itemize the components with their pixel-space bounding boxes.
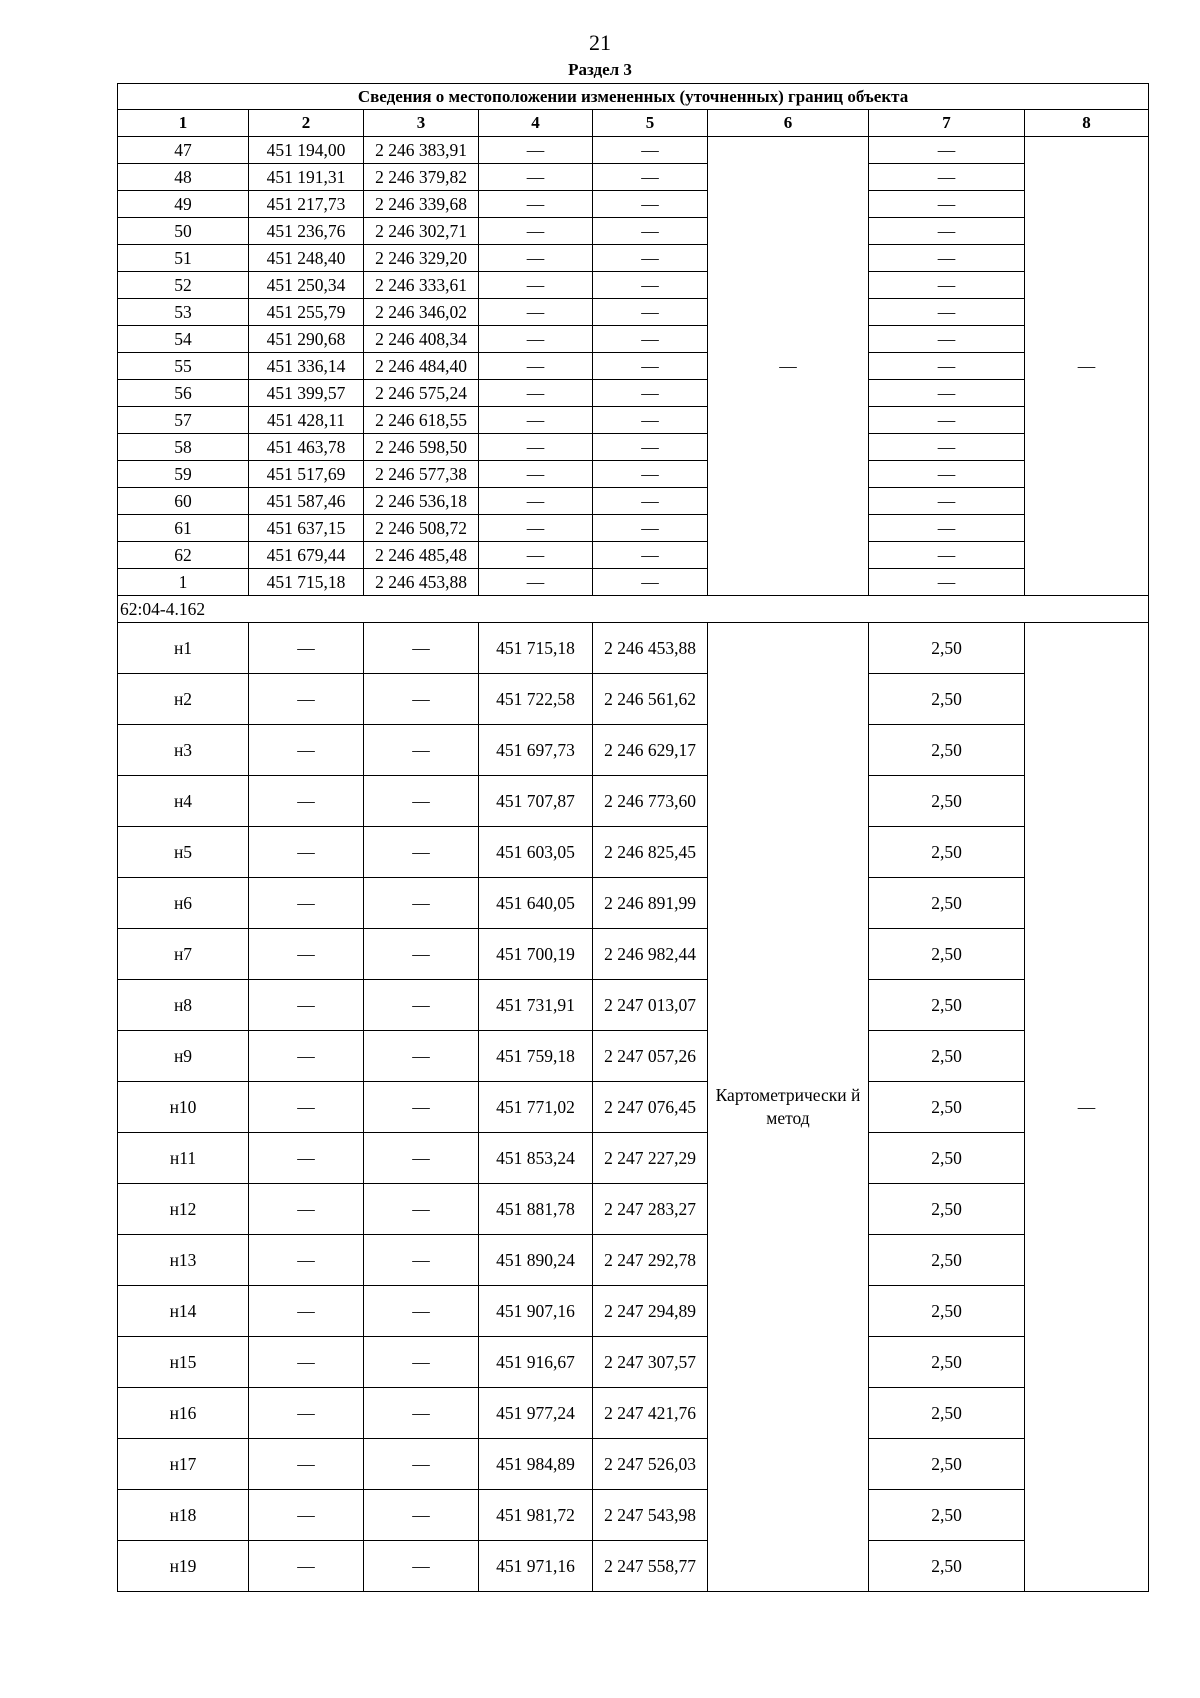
cadastral-block-row — [118, 596, 1149, 623]
new-x-cell: — — [479, 542, 593, 569]
old-y-cell: 2 246 302,71 — [364, 218, 479, 245]
accuracy-cell: — — [869, 164, 1025, 191]
accuracy-cell: — — [869, 218, 1025, 245]
point-number-cell: 54 — [118, 326, 249, 353]
old-y-cell: 2 246 598,50 — [364, 434, 479, 461]
old-x-cell: 451 248,40 — [249, 245, 364, 272]
point-number-cell: н11 — [118, 1133, 249, 1184]
table-row — [118, 1439, 1149, 1490]
accuracy-cell: — — [869, 137, 1025, 164]
new-y-cell: — — [593, 137, 708, 164]
accuracy-cell: 2,50 — [869, 1388, 1025, 1439]
accuracy-cell: — — [869, 299, 1025, 326]
new-x-cell: 451 984,89 — [479, 1439, 593, 1490]
table-row — [118, 164, 1149, 191]
accuracy-cell: — — [869, 434, 1025, 461]
old-x-cell: — — [249, 1388, 364, 1439]
old-x-cell: 451 236,76 — [249, 218, 364, 245]
point-number-cell: 56 — [118, 380, 249, 407]
point-number-cell: 62 — [118, 542, 249, 569]
old-x-cell: 451 217,73 — [249, 191, 364, 218]
column-header: 4 — [479, 110, 593, 137]
old-y-cell: — — [364, 1082, 479, 1133]
new-y-cell: — — [593, 272, 708, 299]
new-y-cell: 2 247 292,78 — [593, 1235, 708, 1286]
new-y-cell: 2 247 421,76 — [593, 1388, 708, 1439]
new-x-cell: — — [479, 515, 593, 542]
new-x-cell: — — [479, 164, 593, 191]
accuracy-cell: 2,50 — [869, 674, 1025, 725]
old-y-cell: — — [364, 1388, 479, 1439]
table-row — [118, 1490, 1149, 1541]
accuracy-cell: — — [869, 191, 1025, 218]
table-row — [118, 515, 1149, 542]
old-x-cell: — — [249, 1490, 364, 1541]
old-y-cell: 2 246 485,48 — [364, 542, 479, 569]
old-x-cell: 451 255,79 — [249, 299, 364, 326]
old-y-cell: — — [364, 674, 479, 725]
table-row — [118, 542, 1149, 569]
accuracy-cell: — — [869, 461, 1025, 488]
old-y-cell: — — [364, 1184, 479, 1235]
point-number-cell: 57 — [118, 407, 249, 434]
old-y-cell: — — [364, 623, 479, 674]
accuracy-cell: 2,50 — [869, 878, 1025, 929]
old-y-cell: 2 246 508,72 — [364, 515, 479, 542]
table-row — [118, 272, 1149, 299]
old-x-cell: 451 428,11 — [249, 407, 364, 434]
new-x-cell: 451 981,72 — [479, 1490, 593, 1541]
old-x-cell: — — [249, 776, 364, 827]
accuracy-cell: 2,50 — [869, 1184, 1025, 1235]
old-y-cell: 2 246 339,68 — [364, 191, 479, 218]
table-row — [118, 380, 1149, 407]
point-number-cell: 51 — [118, 245, 249, 272]
table-row — [118, 1388, 1149, 1439]
point-number-cell: 60 — [118, 488, 249, 515]
old-x-cell: 451 336,14 — [249, 353, 364, 380]
old-x-cell: — — [249, 929, 364, 980]
new-x-cell: — — [479, 380, 593, 407]
new-y-cell: 2 247 057,26 — [593, 1031, 708, 1082]
old-x-cell: 451 517,69 — [249, 461, 364, 488]
accuracy-cell: — — [869, 380, 1025, 407]
old-x-cell: — — [249, 1133, 364, 1184]
new-y-cell: — — [593, 542, 708, 569]
old-y-cell: — — [364, 980, 479, 1031]
old-y-cell: — — [364, 1031, 479, 1082]
table-row — [118, 929, 1149, 980]
new-x-cell: 451 759,18 — [479, 1031, 593, 1082]
table-row — [118, 137, 1149, 164]
old-y-cell: 2 246 346,02 — [364, 299, 479, 326]
column-header: 8 — [1025, 110, 1149, 137]
table-row — [118, 245, 1149, 272]
old-x-cell: 451 250,34 — [249, 272, 364, 299]
old-x-cell: — — [249, 1235, 364, 1286]
table-row — [118, 1031, 1149, 1082]
table-row — [118, 623, 1149, 674]
table-row — [118, 434, 1149, 461]
table-row — [118, 461, 1149, 488]
new-y-cell: — — [593, 191, 708, 218]
column-header: 3 — [364, 110, 479, 137]
old-y-cell: 2 246 333,61 — [364, 272, 479, 299]
new-x-cell: — — [479, 272, 593, 299]
new-x-cell: 451 700,19 — [479, 929, 593, 980]
new-y-cell: 2 247 227,29 — [593, 1133, 708, 1184]
new-x-cell: 451 890,24 — [479, 1235, 593, 1286]
table-row — [118, 725, 1149, 776]
method-cell: Картометрически й метод — [708, 623, 869, 1592]
old-x-cell: — — [249, 878, 364, 929]
table-row — [118, 353, 1149, 380]
accuracy-cell: 2,50 — [869, 776, 1025, 827]
accuracy-cell: — — [869, 272, 1025, 299]
old-y-cell: — — [364, 1286, 479, 1337]
old-y-cell: — — [364, 1337, 479, 1388]
accuracy-cell: 2,50 — [869, 1439, 1025, 1490]
point-number-cell: н4 — [118, 776, 249, 827]
point-number-cell: 52 — [118, 272, 249, 299]
old-y-cell: — — [364, 1235, 479, 1286]
new-y-cell: 2 246 982,44 — [593, 929, 708, 980]
table-row — [118, 569, 1149, 596]
old-y-cell: 2 246 577,38 — [364, 461, 479, 488]
new-x-cell: — — [479, 434, 593, 461]
section-title: Раздел 3 — [568, 60, 632, 79]
accuracy-cell: — — [869, 326, 1025, 353]
table-row — [118, 299, 1149, 326]
point-number-cell: н7 — [118, 929, 249, 980]
table-row — [118, 1337, 1149, 1388]
column-header: 2 — [249, 110, 364, 137]
table-row — [118, 1235, 1149, 1286]
old-x-cell: — — [249, 980, 364, 1031]
old-x-cell: 451 191,31 — [249, 164, 364, 191]
new-y-cell: — — [593, 326, 708, 353]
old-x-cell: 451 194,00 — [249, 137, 364, 164]
point-number-cell: 53 — [118, 299, 249, 326]
new-y-cell: — — [593, 353, 708, 380]
old-x-cell: — — [249, 725, 364, 776]
new-x-cell: — — [479, 461, 593, 488]
table-title: Сведения о местоположении измененных (уточненных) границ объекта — [118, 84, 1149, 110]
point-number-cell: н10 — [118, 1082, 249, 1133]
new-x-cell: — — [479, 191, 593, 218]
accuracy-cell: — — [869, 407, 1025, 434]
table-row — [118, 674, 1149, 725]
old-y-cell: — — [364, 929, 479, 980]
table-row — [118, 191, 1149, 218]
new-y-cell: — — [593, 515, 708, 542]
point-number-cell: н9 — [118, 1031, 249, 1082]
new-y-cell: 2 246 629,17 — [593, 725, 708, 776]
new-y-cell: 2 246 453,88 — [593, 623, 708, 674]
old-y-cell: — — [364, 776, 479, 827]
new-x-cell: — — [479, 488, 593, 515]
column-header: 5 — [593, 110, 708, 137]
table-row — [118, 218, 1149, 245]
point-number-cell: н2 — [118, 674, 249, 725]
new-x-cell: 451 771,02 — [479, 1082, 593, 1133]
new-y-cell: — — [593, 380, 708, 407]
new-y-cell: 2 247 294,89 — [593, 1286, 708, 1337]
new-y-cell: — — [593, 218, 708, 245]
old-y-cell: — — [364, 1490, 479, 1541]
table-row — [118, 1082, 1149, 1133]
new-y-cell: — — [593, 434, 708, 461]
new-x-cell: — — [479, 245, 593, 272]
accuracy-cell: 2,50 — [869, 1490, 1025, 1541]
new-y-cell: 2 247 283,27 — [593, 1184, 708, 1235]
accuracy-cell: — — [869, 569, 1025, 596]
new-x-cell: 451 707,87 — [479, 776, 593, 827]
new-y-cell: 2 247 307,57 — [593, 1337, 708, 1388]
new-x-cell: 451 603,05 — [479, 827, 593, 878]
accuracy-cell: 2,50 — [869, 1031, 1025, 1082]
new-y-cell: — — [593, 164, 708, 191]
new-y-cell: — — [593, 488, 708, 515]
point-number-cell: 58 — [118, 434, 249, 461]
old-x-cell: 451 715,18 — [249, 569, 364, 596]
table-row — [118, 878, 1149, 929]
old-y-cell: — — [364, 878, 479, 929]
new-y-cell: 2 247 558,77 — [593, 1541, 708, 1592]
new-y-cell: 2 247 076,45 — [593, 1082, 708, 1133]
accuracy-cell: — — [869, 353, 1025, 380]
accuracy-cell: 2,50 — [869, 1337, 1025, 1388]
point-number-cell: н8 — [118, 980, 249, 1031]
new-x-cell: 451 977,24 — [479, 1388, 593, 1439]
old-x-cell: 451 399,57 — [249, 380, 364, 407]
new-y-cell: 2 247 526,03 — [593, 1439, 708, 1490]
accuracy-cell: 2,50 — [869, 980, 1025, 1031]
column-header: 6 — [708, 110, 869, 137]
point-number-cell: 48 — [118, 164, 249, 191]
old-y-cell: 2 246 408,34 — [364, 326, 479, 353]
old-y-cell: 2 246 379,82 — [364, 164, 479, 191]
description-cell: — — [1025, 623, 1149, 1592]
new-x-cell: — — [479, 137, 593, 164]
accuracy-cell: — — [869, 515, 1025, 542]
accuracy-cell: 2,50 — [869, 929, 1025, 980]
column-header: 1 — [118, 110, 249, 137]
point-number-cell: н5 — [118, 827, 249, 878]
point-number-cell: н3 — [118, 725, 249, 776]
new-x-cell: 451 971,16 — [479, 1541, 593, 1592]
point-number-cell: 61 — [118, 515, 249, 542]
point-number-cell: н12 — [118, 1184, 249, 1235]
description-cell: — — [1025, 137, 1149, 596]
table-row — [118, 407, 1149, 434]
table-row — [118, 1286, 1149, 1337]
new-x-cell: 451 916,67 — [479, 1337, 593, 1388]
old-x-cell: — — [249, 1184, 364, 1235]
old-y-cell: — — [364, 725, 479, 776]
table-row — [118, 980, 1149, 1031]
old-y-cell: 2 246 329,20 — [364, 245, 479, 272]
new-x-cell: 451 731,91 — [479, 980, 593, 1031]
old-x-cell: — — [249, 623, 364, 674]
old-y-cell: — — [364, 1133, 479, 1184]
point-number-cell: н6 — [118, 878, 249, 929]
table-row — [118, 1184, 1149, 1235]
new-y-cell: 2 247 543,98 — [593, 1490, 708, 1541]
accuracy-cell: 2,50 — [869, 827, 1025, 878]
point-number-cell: 55 — [118, 353, 249, 380]
accuracy-cell: 2,50 — [869, 1133, 1025, 1184]
old-y-cell: — — [364, 827, 479, 878]
new-y-cell: — — [593, 569, 708, 596]
old-x-cell: — — [249, 1439, 364, 1490]
accuracy-cell: — — [869, 542, 1025, 569]
old-x-cell: 451 679,44 — [249, 542, 364, 569]
new-x-cell: 451 907,16 — [479, 1286, 593, 1337]
cadastral-block-label: 62:04-4.162 — [118, 596, 1149, 623]
point-number-cell: 47 — [118, 137, 249, 164]
column-header: 7 — [869, 110, 1025, 137]
table-row — [118, 827, 1149, 878]
accuracy-cell: — — [869, 245, 1025, 272]
new-y-cell: — — [593, 461, 708, 488]
new-x-cell: 451 853,24 — [479, 1133, 593, 1184]
accuracy-cell: 2,50 — [869, 1541, 1025, 1592]
old-x-cell: — — [249, 1031, 364, 1082]
accuracy-cell: 2,50 — [869, 725, 1025, 776]
new-x-cell: — — [479, 326, 593, 353]
point-number-cell: 50 — [118, 218, 249, 245]
new-y-cell: 2 246 773,60 — [593, 776, 708, 827]
old-y-cell: 2 246 536,18 — [364, 488, 479, 515]
accuracy-cell: — — [869, 488, 1025, 515]
new-x-cell: — — [479, 407, 593, 434]
new-x-cell: 451 881,78 — [479, 1184, 593, 1235]
old-y-cell: 2 246 484,40 — [364, 353, 479, 380]
point-number-cell: н19 — [118, 1541, 249, 1592]
point-number-cell: н13 — [118, 1235, 249, 1286]
new-y-cell: — — [593, 407, 708, 434]
new-x-cell: 451 697,73 — [479, 725, 593, 776]
old-x-cell: 451 637,15 — [249, 515, 364, 542]
new-x-cell: — — [479, 218, 593, 245]
point-number-cell: 1 — [118, 569, 249, 596]
new-x-cell: — — [479, 569, 593, 596]
point-number-cell: н14 — [118, 1286, 249, 1337]
old-y-cell: — — [364, 1439, 479, 1490]
new-y-cell: — — [593, 245, 708, 272]
page-number: 21 — [589, 30, 611, 55]
point-number-cell: 49 — [118, 191, 249, 218]
old-x-cell: — — [249, 1541, 364, 1592]
new-x-cell: — — [479, 299, 593, 326]
old-x-cell: 451 463,78 — [249, 434, 364, 461]
old-y-cell: — — [364, 1541, 479, 1592]
new-x-cell: 451 640,05 — [479, 878, 593, 929]
new-y-cell: 2 246 891,99 — [593, 878, 708, 929]
new-x-cell: 451 715,18 — [479, 623, 593, 674]
old-x-cell: — — [249, 674, 364, 725]
accuracy-cell: 2,50 — [869, 623, 1025, 674]
column-number-row — [118, 110, 1149, 137]
table-row — [118, 1133, 1149, 1184]
point-number-cell: н15 — [118, 1337, 249, 1388]
new-y-cell: — — [593, 299, 708, 326]
accuracy-cell: 2,50 — [869, 1235, 1025, 1286]
new-y-cell: 2 246 561,62 — [593, 674, 708, 725]
point-number-cell: н1 — [118, 623, 249, 674]
old-y-cell: 2 246 383,91 — [364, 137, 479, 164]
table-row — [118, 776, 1149, 827]
accuracy-cell: 2,50 — [869, 1286, 1025, 1337]
new-y-cell: 2 246 825,45 — [593, 827, 708, 878]
accuracy-cell: 2,50 — [869, 1082, 1025, 1133]
old-x-cell: — — [249, 1082, 364, 1133]
table-row — [118, 488, 1149, 515]
table-row — [118, 1541, 1149, 1592]
old-x-cell: — — [249, 1337, 364, 1388]
old-x-cell: 451 587,46 — [249, 488, 364, 515]
old-x-cell: — — [249, 827, 364, 878]
old-x-cell: — — [249, 1286, 364, 1337]
new-x-cell: — — [479, 353, 593, 380]
old-x-cell: 451 290,68 — [249, 326, 364, 353]
table-row — [118, 326, 1149, 353]
old-y-cell: 2 246 575,24 — [364, 380, 479, 407]
boundary-coordinates-table — [117, 83, 1149, 1592]
method-cell: — — [708, 137, 869, 596]
new-x-cell: 451 722,58 — [479, 674, 593, 725]
new-y-cell: 2 247 013,07 — [593, 980, 708, 1031]
point-number-cell: н18 — [118, 1490, 249, 1541]
point-number-cell: н17 — [118, 1439, 249, 1490]
old-y-cell: 2 246 453,88 — [364, 569, 479, 596]
point-number-cell: н16 — [118, 1388, 249, 1439]
old-y-cell: 2 246 618,55 — [364, 407, 479, 434]
point-number-cell: 59 — [118, 461, 249, 488]
